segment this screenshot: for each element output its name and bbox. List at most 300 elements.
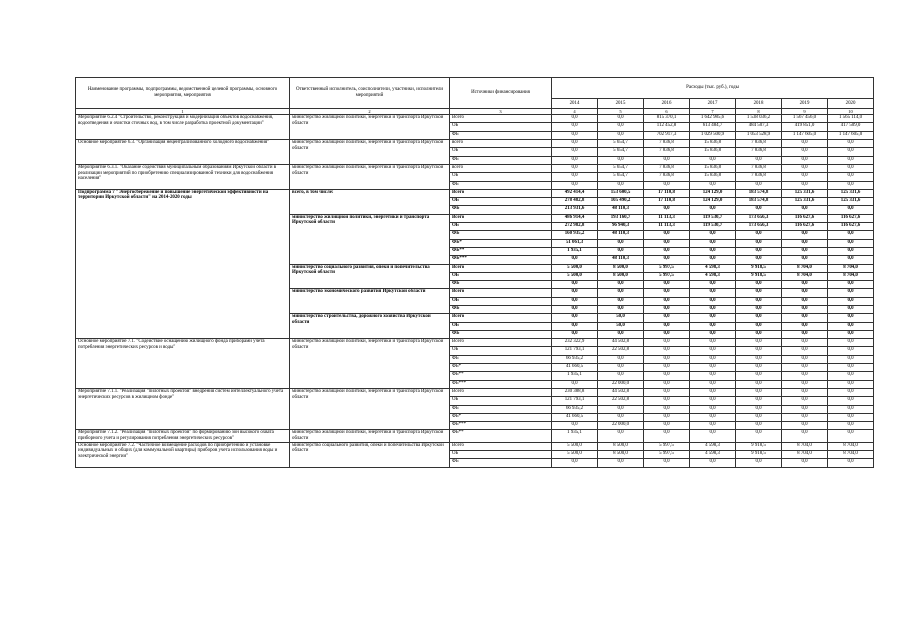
value-cell: 0,0 [644,422,690,430]
year-header: 2017 [690,99,736,109]
value-cell: 173 656,3 [736,223,782,231]
value-cell: 41 660,5 [552,413,598,421]
value-cell: 48 110,3 [598,206,644,214]
value-cell: 7 836,8 [736,148,782,156]
value-cell: 213 931,6 [552,206,598,214]
value-cell: 0,0 [690,397,736,405]
source-cell: Всего [450,339,552,347]
value-cell: 0,0 [552,306,598,314]
value-cell: 0,0 [598,115,644,123]
value-cell: 8 500,0 [598,442,644,450]
value-cell: 48 110,3 [598,256,644,264]
value-cell: 0,0 [736,339,782,347]
value-cell: 1 567 456,0 [782,115,828,123]
value-cell: 0,0 [552,140,598,148]
value-cell: 0,0 [552,115,598,123]
value-cell: 7 836,8 [644,140,690,148]
value-cell: 278 482,8 [552,198,598,206]
value-cell: 0,0 [828,339,874,347]
value-cell: 0,0 [782,281,828,289]
value-cell: 0,0 [552,459,598,467]
value-cell: 0,0 [598,181,644,189]
source-cell: Всего [450,214,552,222]
header-expenses: Расходы (тыс. руб.), годы [552,78,874,99]
value-cell: 0,0 [736,297,782,305]
value-cell: 0,0 [644,306,690,314]
value-cell: 0,0 [644,247,690,255]
value-cell: 0,0 [782,322,828,330]
value-cell: 0,0 [552,156,598,164]
value-cell: 0,0 [736,372,782,380]
value-cell: 0,0 [828,256,874,264]
value-cell: 0,0 [828,372,874,380]
value-cell: 0,0 [782,405,828,413]
value-cell: 0,0 [828,459,874,467]
value-cell: 5 500,0 [552,442,598,450]
value-cell: 0,0 [828,297,874,305]
source-cell: ФБ [450,405,552,413]
value-cell: 0,0 [782,430,828,442]
value-cell: 22 502,8 [598,347,644,355]
value-cell: 0,0 [782,422,828,430]
source-cell: ОБ [450,198,552,206]
value-cell: 183 574,8 [736,189,782,197]
value-cell: 0,0 [644,322,690,330]
value-cell: 0,0 [828,388,874,396]
value-cell: 9 918,5 [736,451,782,459]
column-number: 9 [782,109,828,115]
value-cell: 9 918,5 [736,272,782,280]
value-cell: 0,0 [828,314,874,322]
source-cell: ФБ** [450,430,552,442]
value-cell: 0,0 [736,422,782,430]
value-cell: 4 598,3 [690,442,736,450]
value-cell: 0,0 [736,231,782,239]
value-cell: 0,0 [690,355,736,363]
value-cell: 0,0 [644,239,690,247]
value-cell: 0,0 [552,281,598,289]
value-cell: 0,0 [690,247,736,255]
value-cell: 0,0 [828,347,874,355]
value-cell: 0,0 [828,281,874,289]
value-cell: 125 331,6 [828,198,874,206]
value-cell: 0,0 [782,380,828,388]
value-cell: 0,0 [598,306,644,314]
value-cell: 0,0 [644,347,690,355]
value-cell: 0,0 [598,364,644,372]
responsible-cell: министерство жилищной политики, энергетики и транспорта Иркутской области [290,430,450,442]
value-cell: 7 836,8 [736,173,782,181]
value-cell: 0,0 [736,206,782,214]
value-cell: 0,0 [736,239,782,247]
source-cell: ФБ [450,231,552,239]
value-cell: 5 997,5 [644,442,690,450]
value-cell: 0,0 [782,330,828,338]
responsible-cell: министерство жилищной политики, энергетики и транспорта Иркутской области [290,388,450,429]
column-number: 4 [552,109,598,115]
value-cell: 4 598,3 [690,451,736,459]
value-cell: 0,0 [644,256,690,264]
value-cell: 124 129,0 [690,198,736,206]
source-cell: ФБ*** [450,422,552,430]
source-cell: Всего [450,442,552,450]
column-number: 6 [644,109,690,115]
value-cell: 8 500,0 [598,451,644,459]
value-cell: 0,0 [828,181,874,189]
program-name-cell: Основное мероприятие 7.1. "Содействие оснащению жилищного фонда приборами учета потребления энергетических ресурсов и воды" [76,339,290,389]
value-cell: 51 061,3 [552,239,598,247]
source-cell: ФБ** [450,247,552,255]
value-cell: 0,0 [552,173,598,181]
value-cell: 5 997,5 [644,272,690,280]
source-cell: всего [450,140,552,148]
value-cell: 0,0 [828,164,874,172]
value-cell: 121 793,1 [552,397,598,405]
year-header: 2015 [598,99,644,109]
value-cell: 0,0 [736,306,782,314]
value-cell: 492 414,4 [552,189,598,197]
source-cell: Всего [450,189,552,197]
source-cell: Всего [450,264,552,272]
value-cell: 119 530,7 [690,214,736,222]
value-cell: 0,0 [690,422,736,430]
source-cell: Всего [450,115,552,123]
value-cell: 0,0 [598,430,644,442]
value-cell: 0,0 [782,256,828,264]
value-cell: 0,0 [736,364,782,372]
value-cell: 11 113,3 [644,214,690,222]
value-cell: 125 331,6 [782,189,828,197]
value-cell: 0,0 [736,388,782,396]
value-cell: 0,0 [782,289,828,297]
value-cell: 1 565 114,0 [828,115,874,123]
value-cell: 0,0 [736,330,782,338]
source-cell: ОБ [450,451,552,459]
source-cell: Всего [450,289,552,297]
value-cell: 5 654,7 [598,140,644,148]
source-cell: всего [450,164,552,172]
value-cell: 0,0 [782,239,828,247]
program-name-cell: Мероприятие 6.3.1. "Оказание содействия муниципальным образованиям Иркутской области в реализации мероприятий по приобретению специализированной техники для водоснабжения населения" [76,164,290,189]
value-cell: 11 113,3 [644,223,690,231]
value-cell: 1 029 500,9 [690,131,736,139]
value-cell: 1 538 036,2 [736,115,782,123]
value-cell: 0,0 [736,289,782,297]
column-number: 1 [76,109,290,115]
value-cell: 0,0 [598,459,644,467]
program-name-cell: Мероприятие 7.1.1. "Реализация "пилотных проектов" внедрения систем интеллектуального учета энергетических ресурсов в жилищном фонде" [76,388,290,429]
value-cell: 0,0 [690,405,736,413]
value-cell: 0,0 [690,388,736,396]
value-cell: 0,0 [690,330,736,338]
value-cell: 1 935,1 [552,247,598,255]
value-cell: 116 627,6 [782,223,828,231]
source-cell: ФБ*** [450,380,552,388]
value-cell: 153 600,5 [598,189,644,197]
value-cell: 0,0 [644,364,690,372]
value-cell: 48 110,3 [598,231,644,239]
value-cell: 50,0 [598,314,644,322]
value-cell: 1 147 605,0 [828,131,874,139]
year-header: 2014 [552,99,598,109]
value-cell: 0,0 [690,459,736,467]
source-cell: Всего [450,388,552,396]
value-cell: 116 627,6 [828,214,874,222]
source-cell: ФБ [450,181,552,189]
value-cell: 22 000,0 [598,380,644,388]
value-cell: 0,0 [690,372,736,380]
value-cell: 0,0 [644,339,690,347]
program-name-cell: Мероприятие 7.1.2. "Реализация "пилотных проектов" по формированию зон высокого охвата приборного учета и регулирования потребления энергетических ресурсов" [76,430,290,442]
value-cell: 15 836,8 [690,148,736,156]
value-cell: 0,0 [828,206,874,214]
value-cell: 17 110,8 [644,198,690,206]
responsible-cell: министерство жилищной политики, энергетики и транспорта Иркутской области [290,339,450,389]
value-cell: 119 530,7 [690,223,736,231]
value-cell: 44 502,8 [598,388,644,396]
header-program: Наименование программы, подпрограммы, ведомственной целевой программы, основного мероприятия, мероприятия [76,78,290,109]
value-cell: 0,0 [736,314,782,322]
value-cell: 17 110,8 [644,189,690,197]
value-cell: 0,0 [782,355,828,363]
value-cell: 0,0 [644,388,690,396]
value-cell: 0,0 [690,281,736,289]
value-cell: 486 914,4 [552,214,598,222]
value-cell: 0,0 [644,231,690,239]
value-cell: 0,0 [598,123,644,131]
value-cell: 0,0 [782,388,828,396]
value-cell: 0,0 [598,247,644,255]
column-number: 2 [290,109,450,115]
value-cell: 0,0 [736,380,782,388]
value-cell: 0,0 [598,372,644,380]
column-number: 10 [828,109,874,115]
value-cell: 0,0 [598,405,644,413]
value-cell: 0,0 [552,297,598,305]
value-cell: 0,0 [598,355,644,363]
value-cell: 5 997,5 [644,264,690,272]
value-cell: 8 704,0 [828,264,874,272]
value-cell: 0,0 [828,380,874,388]
value-cell: 1 147 605,0 [782,131,828,139]
value-cell: 105 490,2 [598,198,644,206]
value-cell: 0,0 [552,314,598,322]
value-cell: 0,0 [782,339,828,347]
value-cell: 0,0 [828,231,874,239]
value-cell: 0,0 [644,380,690,388]
value-cell: 0,0 [644,289,690,297]
value-cell: 22 502,8 [598,397,644,405]
value-cell: 0,0 [782,181,828,189]
value-cell: 0,0 [782,297,828,305]
value-cell: 0,0 [736,347,782,355]
value-cell: 183 574,8 [736,198,782,206]
value-cell: 0,0 [552,123,598,131]
column-number: 3 [450,109,552,115]
source-cell: ФБ*** [450,256,552,264]
value-cell: 0,0 [690,297,736,305]
year-header: 2020 [828,99,874,109]
value-cell: 0,0 [644,297,690,305]
value-cell: 15 836,8 [690,164,736,172]
value-cell: 8 704,0 [782,264,828,272]
value-cell: 230 388,8 [552,388,598,396]
responsible-cell: министерство социального развития, опеки и попечительства Иркутской области [290,442,450,467]
value-cell: 0,0 [644,156,690,164]
value-cell: 0,0 [782,148,828,156]
table-row [76,442,874,450]
value-cell: 116 627,6 [828,223,874,231]
value-cell: 0,0 [552,148,598,156]
value-cell: 9 918,5 [736,264,782,272]
value-cell: 0,0 [552,131,598,139]
value-cell: 9 918,5 [736,442,782,450]
value-cell: 272 982,8 [552,223,598,231]
value-cell: 0,0 [598,131,644,139]
expenses-table [75,77,874,468]
value-cell: 0,0 [552,330,598,338]
value-cell: 0,0 [690,413,736,421]
source-cell: ОБ [450,272,552,280]
table-row [76,430,874,442]
value-cell: 0,0 [736,281,782,289]
value-cell: 0,0 [828,322,874,330]
value-cell: 0,0 [782,173,828,181]
source-cell: ФБ** [450,372,552,380]
value-cell: 0,0 [736,430,782,442]
value-cell: 1 053 528,9 [736,131,782,139]
value-cell: 8 500,0 [598,264,644,272]
value-cell: 112 452,8 [644,123,690,131]
value-cell: 0,0 [828,239,874,247]
value-cell: 121 793,1 [552,347,598,355]
value-cell: 66 935,2 [552,405,598,413]
value-cell: 0,0 [598,297,644,305]
column-number: 8 [736,109,782,115]
source-cell: ФБ* [450,364,552,372]
value-cell: 22 000,0 [598,422,644,430]
value-cell: 0,0 [644,314,690,322]
value-cell: 0,0 [782,364,828,372]
source-cell: ФБ [450,459,552,467]
value-cell: 8 704,0 [782,451,828,459]
value-cell: 0,0 [690,364,736,372]
value-cell: 0,0 [782,206,828,214]
value-cell: 419 851,0 [782,123,828,131]
value-cell: 0,0 [690,430,736,442]
value-cell: 0,0 [828,306,874,314]
source-cell: ОБ [450,297,552,305]
value-cell: 15 836,8 [690,173,736,181]
table-row [76,115,874,123]
source-cell: ФБ [450,206,552,214]
responsible-cell: министерство строительства, дорожного хозяйства Иркутской области [290,314,450,339]
source-cell: ФБ [450,355,552,363]
table-row [76,339,874,347]
value-cell: 1 935,1 [552,430,598,442]
value-cell: 5 500,0 [552,451,598,459]
value-cell: 5 654,7 [598,164,644,172]
program-name-cell: Мероприятие 6.2.4 "Строительство, реконструкция и модернизация объектов водоснабжения, водоотведения и очистки сточных вод, в том числе разработка проектной документации" [76,115,290,140]
value-cell: 8 500,0 [598,272,644,280]
program-name-cell: Основное мероприятие 6.3. "Организация нецентрализованного холодного водоснабжения" [76,140,290,165]
value-cell: 0,0 [736,156,782,164]
source-cell: ФБ [450,131,552,139]
value-cell: 0,0 [782,459,828,467]
value-cell: 0,0 [598,289,644,297]
value-cell: 0,0 [828,405,874,413]
value-cell: 7 836,8 [644,164,690,172]
value-cell: 0,0 [736,397,782,405]
table-row [76,388,874,396]
value-cell: 484 507,3 [736,123,782,131]
source-cell: ФБ [450,281,552,289]
responsible-cell: министерство экономического развития Иркутской области [290,289,450,314]
source-cell: ОБ [450,397,552,405]
value-cell: 0,0 [644,355,690,363]
header-responsible: Ответственный исполнитель, соисполнители, участники, исполнители мероприятий [290,78,450,109]
source-cell: ФБ [450,156,552,164]
value-cell: 0,0 [552,422,598,430]
year-header: 2016 [644,99,690,109]
value-cell: 96 940,3 [598,223,644,231]
value-cell: 0,0 [552,164,598,172]
value-cell: 0,0 [690,289,736,297]
value-cell: 0,0 [828,289,874,297]
value-cell: 7 836,8 [736,140,782,148]
value-cell: 173 656,3 [736,214,782,222]
value-cell: 0,0 [690,256,736,264]
value-cell: 0,0 [782,413,828,421]
header-row [76,78,874,99]
value-cell: 0,0 [782,397,828,405]
source-cell: Всего [450,314,552,322]
responsible-cell: министерство жилищной политики, энергетики и транспорта Иркутской области [290,214,450,264]
value-cell: 125 331,6 [782,198,828,206]
source-cell: ОБ [450,173,552,181]
responsible-cell: министерство жилищной политики, энергетики и транспорта Иркутской области [290,140,450,165]
responsible-cell: всего, в том числе: [290,189,450,214]
value-cell: 0,0 [598,239,644,247]
value-cell: 0,0 [828,397,874,405]
value-cell: 41 660,5 [552,364,598,372]
value-cell: 0,0 [690,181,736,189]
value-cell: 0,0 [644,413,690,421]
source-cell: ОБ [450,322,552,330]
value-cell: 7 836,8 [644,148,690,156]
value-cell: 5 654,7 [598,148,644,156]
value-cell: 7 836,8 [644,173,690,181]
header-source: Источники финансирования [450,78,552,109]
value-cell: 0,0 [598,330,644,338]
table-row [76,189,874,197]
value-cell: 15 836,8 [690,140,736,148]
table-row [76,164,874,172]
value-cell: 0,0 [828,156,874,164]
value-cell: 702 917,3 [644,131,690,139]
value-cell: 124 129,0 [690,189,736,197]
value-cell: 4 598,3 [690,264,736,272]
value-cell: 116 627,6 [782,214,828,222]
value-cell: 0,0 [690,339,736,347]
value-cell: 0,0 [782,314,828,322]
value-cell: 0,0 [828,355,874,363]
value-cell: 0,0 [552,380,598,388]
value-cell: 5 500,0 [552,272,598,280]
value-cell: 0,0 [644,281,690,289]
value-cell: 0,0 [552,256,598,264]
value-cell: 0,0 [644,405,690,413]
